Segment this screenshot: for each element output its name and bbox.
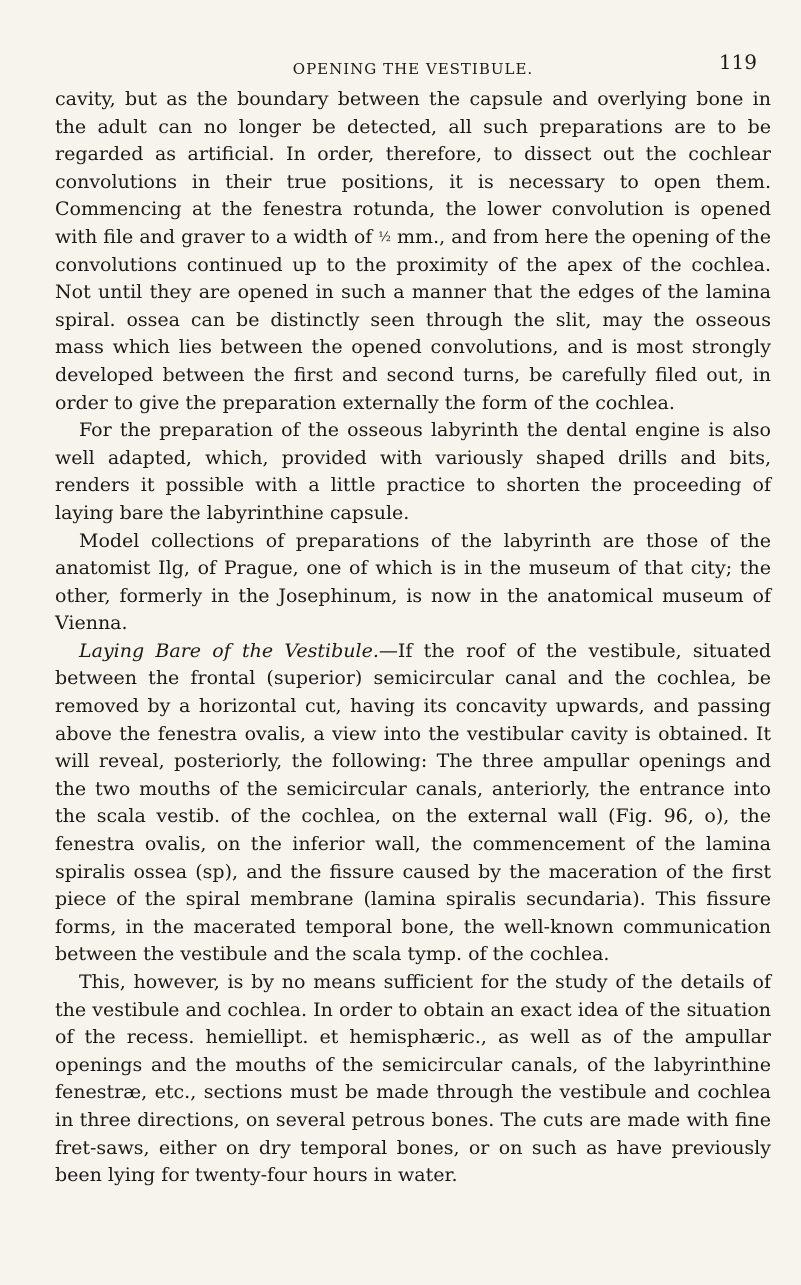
paragraph-model-collections: Model collections of preparations of the labyrinth are those of the anatomist Ilg, of Prague, one of which is in the museum of that city; the other, formerly in the Josephinum, is now in the anatomical museum of Vienna. [55,529,771,635]
fraction-half: ½ [378,229,391,245]
section-heading: Laying Bare of the Vestibule. [79,639,379,662]
page-number: 119 [718,50,757,74]
paragraph-laying-bare-vestibule [55,638,771,969]
body-text [55,86,771,1190]
paragraph-sections-through-vestibule: This, however, is by no means sufficient for the study of the details of the vestibule and cochlea. In order to obtain an exact idea of the situation of the recess. hemiellipt. et hemisphæric., as well as of the ampullar openings and the mouths of the semicircular canals, of the labyrinthine fenestræ, etc., sections must be made through the vestibule and cochlea in three directions, on several petrous bones. The cuts are made with fine fret-saws, either on dry temporal bones, or on such as have previously been lying for twenty-four hours in water. [55,971,771,1187]
paragraph-dental-engine: For the preparation of the osseous labyrinth the dental engine is also well adapted, which, provided with variously shaped drills and bits, renders it possible with a little practice to shorten the proceeding of laying bare the labyrinthine capsule. [55,419,771,524]
running-head [55,48,771,78]
paragraph-text-part: cavity, but as the boundary between the capsule and overlying bone in the adult can no longer be detected, all such preparations are to be regarded as artificial. In order, therefore, to dissect out the cochlear convolutions in their true positions, it is necessary to open them. Commencing at the fenestra rotunda, the lower convolution is opened with file and graver to a width of [55,88,771,248]
paragraph-cochlear-convolutions [55,86,771,417]
paragraph-text-part: mm., and from here the opening of the convolutions continued up to the proximity of the apex of the cochlea. Not until they are opened in such a manner that the edges of the lamina spiral. ossea can be distinctly seen through the slit, may the osseous mass which lies between the opened convolutions, and is most strongly developed between the first and second turns, be carefully filed out, in order to give the preparation externally the form of the cochlea. [55,225,771,414]
paragraph-text-part: —If the roof of the vestibule, situated between the frontal (superior) semicircular canal and the cochlea, be removed by a horizontal cut, having its concavity upwards, and passing above the fenestra ovalis, a view into the vestibular cavity is obtained. It will reveal, posteriorly, the following: The three ampullar openings and the two mouths of the semicircular canals, anteriorly, the entrance into the scala vestib. of the cochlea, on the external wall (Fig. 96, o), the fenestra ovalis, on the inferior wall, the commencement of the lamina spiralis ossea (sp), and the fissure caused by the maceration of the first piece of the spiral membrane (lamina spiralis secundaria). This fissure forms, in the macerated temporal bone, the well-known communication between the vestibule and the scala tymp. of the cochlea. [55,639,771,966]
running-title: OPENING THE VESTIBULE. [292,60,534,78]
